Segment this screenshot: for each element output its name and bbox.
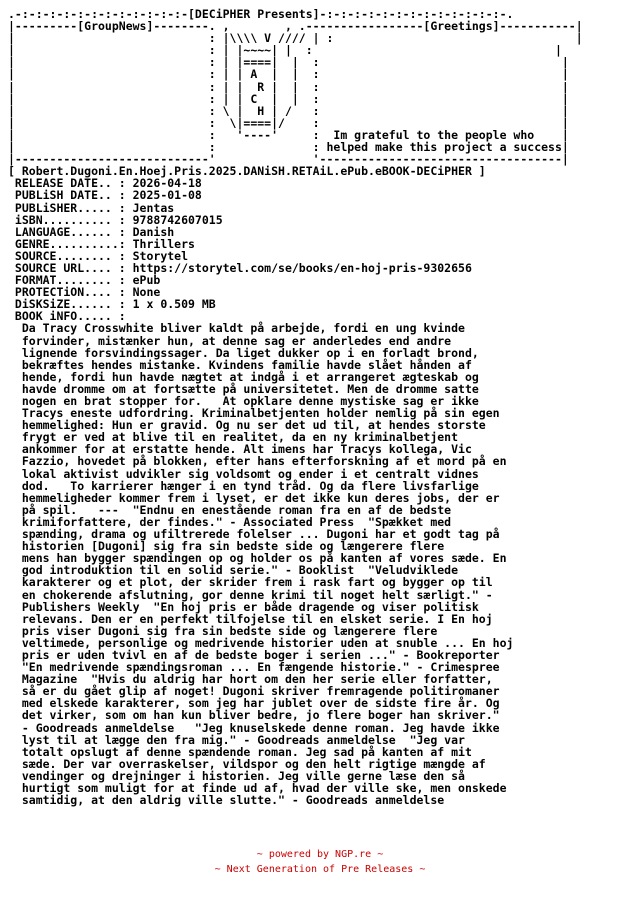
nfo-text: .-:-:-:-:-:-:-:-:-:-:-:-:-[DECiPHER Presents]-:-:-:-:-:-:-:-:-:-:-:-:-:-. |---------[GroupNews]--------. , , .-----------------[Greetings]-----------| | : |\\\\ V //// | : | | : | |~~~~| | : | | : | |====| | : | | : | | A | | : | | : | | R | | : | | : | | C | | : | | : \ | H | / : | | : \|====|/ : | | : '----' : Im grateful to the people who | | : : helped make this project a success| |----------------------------' '-----------------------------------| [ Robert.Dugoni.En.Hoej.Pris.2025.DANiSH.RETAiL.ePub.eBOOK-DECiPHER ] RELEASE DATE.. : 2026-04-18 PUBLiSH DATE.. : 2025-01-08 PUBLiSHER..... : Jentas iSBN.......... : 9788742607015 LANGUAGE...... : Danish GENRE..........: Thrillers SOURCE........ : Storytel SOURCE URL.... : https://storytel.com/se/books/en-hoj-pris-9302656 FORMAT........ : ePub PROTECTiON.... : None DiSKSiZE...... : 1 x 0.509 MB BOOK iNFO..... : Da Tracy Crosswhite bliver kaldt på arbejde, fordi en ung kvinde forvinder, mistænker hun, at denne sag er anderledes end andre lignende forsvindingssager. Da liget dukker op i en forladt brond, bekræftes hendes mistanke. Kvindens familie havde slået hånden af hende, fordi hun havde nægtet at indgå i et arrangeret ægteskab og havde dromme om at fortsætte på universitetet. Men de dromme satte nogen en brat stopper for. At opklare denne mystiske sag er ikke Tracys eneste udfordring. Kriminalbetjenten holder nemlig på sin egen hemmelighed: Hun er gravid. Og nu ser det ud til, at hendes storste frygt er ved at blive til en realitet, da en ny kriminalbetjent ankommer for at erstatte hende. Alt imens har Tracys kollega, Vic Fazzio, hovedet på blokken, efter hans efterforskning af et mord på en lokal aktivist udvikler sig voldsomt og ender i et centralt vidnes dod. To karrierer hænger i en tynd tråd. Og da flere livsfarlige hemmeligheder kommer frem i lyset, er det ikke kun deres jobs, der er på spil. --- "Endnu en enestående roman fra en af de bedste krimiforfattere, der findes." - Associated Press "Spækket med spænding, drama og ufiltrerede folelser ... Dugoni har et godt tag på historien [Dugoni] sig fra sin bedste side og længerere flere mens han bygger spændingen op og holder os på kanten af vores sæde. En god introduktion til en solid serie." - Booklist "Veludviklede karakterer og et plot, der skrider frem i rask fart og bygger op til en chokerende afslutning, gor denne krimi til noget helt særligt." - Publishers Weekly "En hoj pris er både dragende og viser politisk relevans. Den er en perfekt tilfojelse til en elsket serie. I En hoj pris viser Dugoni sig fra sin bedste side og længerere flere veltimede, personlige og medrivende historier uden at snuble ... En hoj pris er uden tvivl en af de bedste boger i serien ..." - Bookreporter "En medrivende spændingsroman ... En fængende historie." - Crimespree Magazine "Hvis du aldrig har hort om den her serie eller forfatter, så er du gået glip af noget! Dugoni skriver fremragende politiromaner med elskede karakterer, som jeg har jublet over de sidste fire år. Og det virker, som om han kun bliver bedre, jo flere boger han skriver." - Goodreads anmeldelse "Jeg knuselskede denne roman. Jeg havde ikke lyst til at lægge den fra mig." - Goodreads anmeldelse "Jeg var totalt opslugt af denne spændende roman. Jeg sad på kanten af mit sæde. Der var overraskelser, vildspor og den helt rigtige mængde af vendinger og drejninger i historien. Jeg ville gerne læse den så hurtigt som muligt for at finde ud af, hvad der ville ske, men onskede samtidig, at den aldrig ville slutte." - Goodreads anmeldelse — [8, 7, 583, 808]
footer-powered-by: ~ powered by NGP.re ~ — [256, 849, 384, 860]
footer-tagline: ~ Next Generation of Pre Releases ~ — [214, 864, 426, 875]
